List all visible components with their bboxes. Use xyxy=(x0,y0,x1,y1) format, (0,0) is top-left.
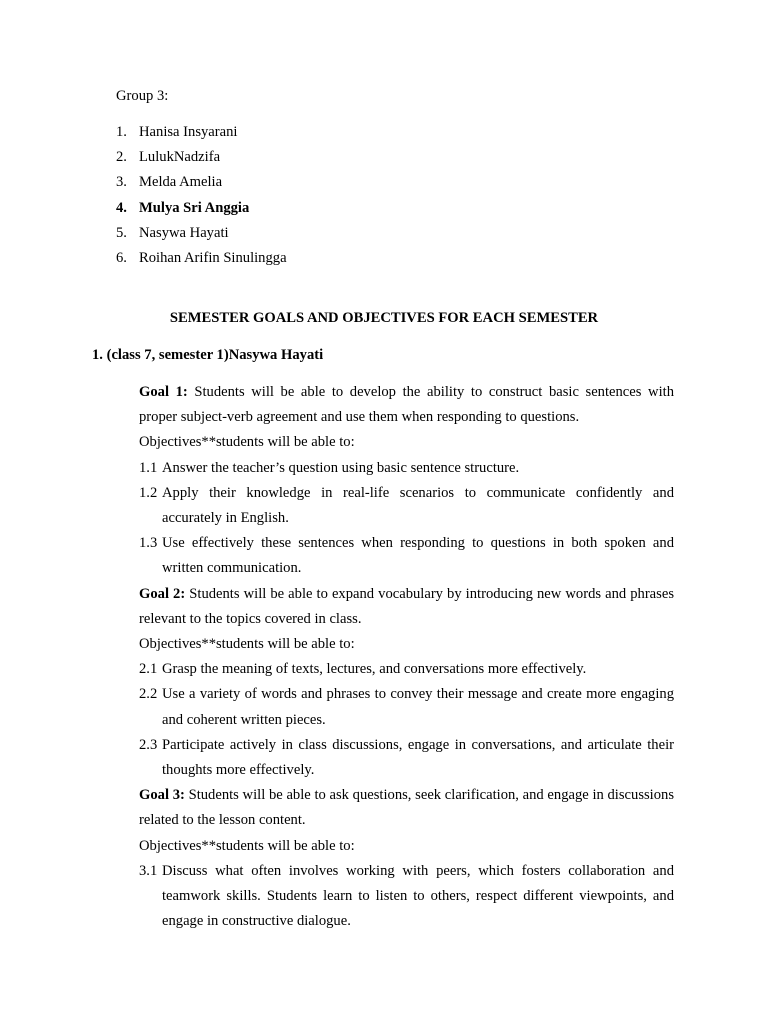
objective-text: Participate actively in class discussions, engage in conversations, and articulate their thoughts more effectively. xyxy=(162,736,674,779)
objective-number: 1.3 xyxy=(139,535,158,552)
goal-text: Students will be able to ask questions, seek clarification, and engage in discussions related to the lesson content. xyxy=(139,787,674,829)
objective-number: 3.1 xyxy=(139,862,158,879)
objective-item xyxy=(139,481,674,531)
objectives-intro: Objectives**students will be able to: xyxy=(139,837,355,854)
member-list xyxy=(116,120,287,271)
goals-block xyxy=(139,380,674,934)
objective-text: Discuss what often involves working with peers, which fosters collaboration and teamwork skills. Students learn to listen to others, respect different viewpoints, and engage in constructive dialogue. xyxy=(162,862,674,930)
goal-2-paragraph xyxy=(139,582,674,632)
member-number: 2. xyxy=(116,149,127,166)
list-item xyxy=(116,170,287,195)
objective-item xyxy=(139,859,674,935)
page-title: SEMESTER GOALS AND OBJECTIVES FOR EACH SEMESTER xyxy=(169,310,599,326)
member-name: Nasywa Hayati xyxy=(139,224,229,241)
list-item xyxy=(116,221,287,246)
member-name: LulukNadzifa xyxy=(139,149,221,166)
list-item xyxy=(116,120,287,145)
goal-text: Students will be able to develop the ability to construct basic sentences with proper subject-verb agreement and use them when responding to questions. xyxy=(139,384,674,426)
member-number: 3. xyxy=(116,174,127,191)
goal-text: Students will be able to expand vocabulary by introducing new words and phrases relevant to the topics covered in class. xyxy=(139,585,674,627)
section-heading: 1. (class 7, semester 1)Nasywa Hayati xyxy=(92,347,324,363)
objectives-intro: Objectives**students will be able to: xyxy=(139,636,355,653)
list-item xyxy=(116,196,287,221)
goal-label: Goal 1: xyxy=(139,384,188,400)
objective-item xyxy=(139,456,674,481)
member-number: 4. xyxy=(116,199,127,216)
objective-text: Use effectively these sentences when responding to questions in both spoken and written communication. xyxy=(162,535,674,577)
objective-text: Answer the teacher’s question using basic sentence structure. xyxy=(162,459,520,476)
objective-item xyxy=(139,682,674,732)
objective-text: Grasp the meaning of texts, lectures, and conversations more effectively. xyxy=(162,661,587,678)
objective-item xyxy=(139,657,674,682)
goal-label: Goal 2: xyxy=(139,585,186,602)
goal-label: Goal 3: xyxy=(139,787,185,804)
objective-number: 2.2 xyxy=(139,686,158,703)
list-item xyxy=(116,145,287,170)
group-title: Group 3: xyxy=(116,88,169,104)
member-name: Melda Amelia xyxy=(139,174,223,191)
objective-text: Apply their knowledge in real-life scenarios to communicate confidently and accurately in English. xyxy=(162,484,674,527)
member-number: 1. xyxy=(116,124,127,140)
objective-item xyxy=(139,733,674,783)
goal-1-paragraph xyxy=(139,380,674,430)
member-number: 5. xyxy=(116,224,127,241)
objective-number: 2.3 xyxy=(139,736,158,753)
objectives-intro: Objectives**students will be able to: xyxy=(139,434,355,451)
goal-3-paragraph xyxy=(139,783,674,833)
objective-number: 1.1 xyxy=(139,459,158,476)
member-number: 6. xyxy=(116,249,127,266)
objective-number: 2.1 xyxy=(139,661,158,678)
member-name: Roihan Arifin Sinulingga xyxy=(139,249,287,266)
member-name: Hanisa Insyarani xyxy=(139,124,238,140)
objective-text: Use a variety of words and phrases to convey their message and create more engaging and coherent written pieces. xyxy=(162,686,674,728)
objective-number: 1.2 xyxy=(139,484,158,501)
member-name: Mulya Sri Anggia xyxy=(139,199,250,216)
list-item xyxy=(116,246,287,271)
objective-item xyxy=(139,531,674,581)
